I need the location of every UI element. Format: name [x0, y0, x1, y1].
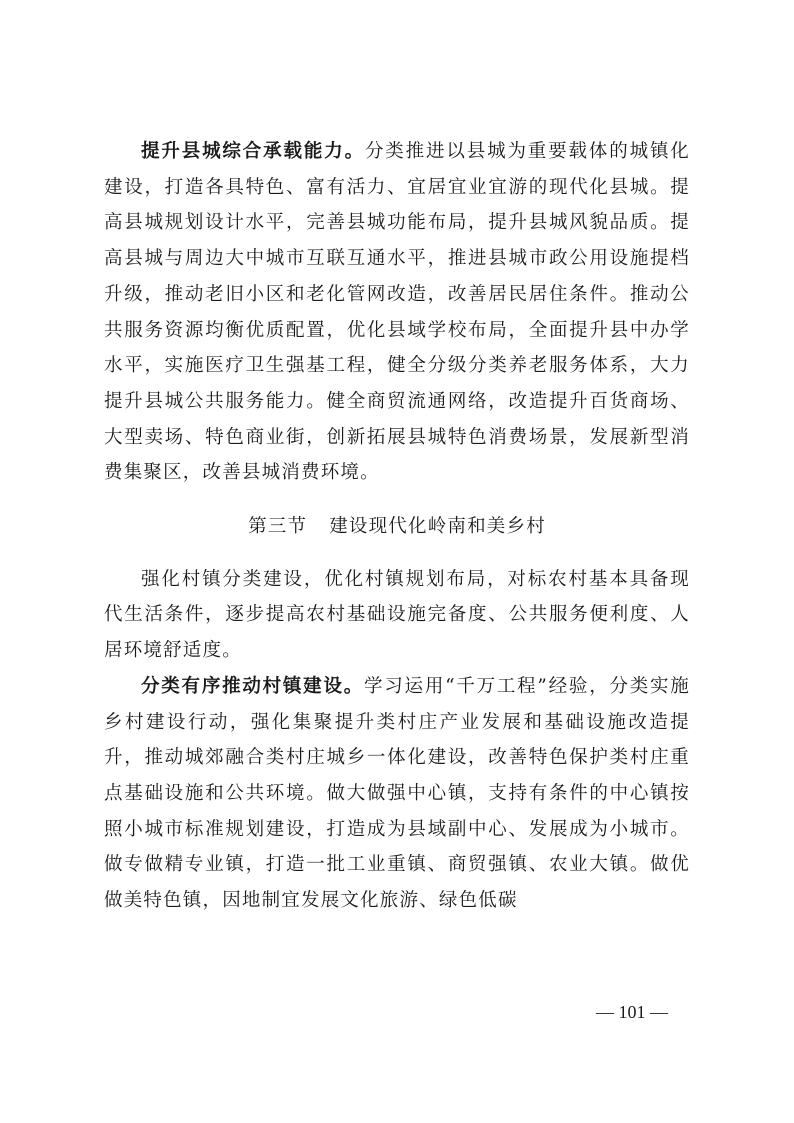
paragraph-lead-heading: 提升县城综合承载能力。 [141, 141, 365, 162]
paragraph-village-intro [104, 562, 690, 669]
paragraph-body: 学习运用“千万工程”经验，分类实施乡村建设行动，强化集聚提升类村庄产业发展和基础设施改造提升，推动城郊融合类村庄城乡一体化建设，改善特色保护类村庄重点基础设施和公共环境。做大做强中心镇，支持有条件的中心镇按照小城市标准规划建设，打造成为县域副中心、发展成为小城市。做专做精专业镇，打造一批工业重镇、商贸强镇、农业大镇。做优做美特色镇，因地制宜发展文化旅游、绿色低碳 [104, 675, 690, 912]
paragraph-village-construction [104, 669, 690, 919]
section-number: 第三节 [248, 516, 308, 538]
document-page [104, 134, 690, 919]
paragraph-county-capacity [104, 134, 690, 491]
section-heading [104, 509, 690, 545]
page-number: — 101 — [596, 1002, 668, 1022]
paragraph-body: 分类推进以县城为重要载体的城镇化建设，打造各具特色、富有活力、宜居宜业宜游的现代化县城。提高县城规划设计水平，完善县城功能布局，提升县城风貌品质。提高县城与周边大中城市互联互通水平，推进县城市政公用设施提档升级，推动老旧小区和老化管网改造，改善居民居住条件。推动公共服务资源均衡优质配置，优化县域学校布局，全面提升县中办学水平，实施医疗卫生强基工程，健全分级分类养老服务体系，大力提升县城公共服务能力。健全商贸流通网络，改造提升百货商场、大型卖场、特色商业街，创新拓展县城特色消费场景，发展新型消费集聚区，改善县城消费环境。 [104, 141, 691, 484]
paragraph-lead-heading: 分类有序推动村镇建设。 [141, 675, 365, 697]
paragraph-body: 强化村镇分类建设，优化村镇规划布局，对标农村基本具备现代生活条件，逐步提高农村基础设施完备度、公共服务便利度、人居环境舒适度。 [104, 568, 690, 662]
section-title: 建设现代化岭南和美乡村 [329, 516, 546, 538]
